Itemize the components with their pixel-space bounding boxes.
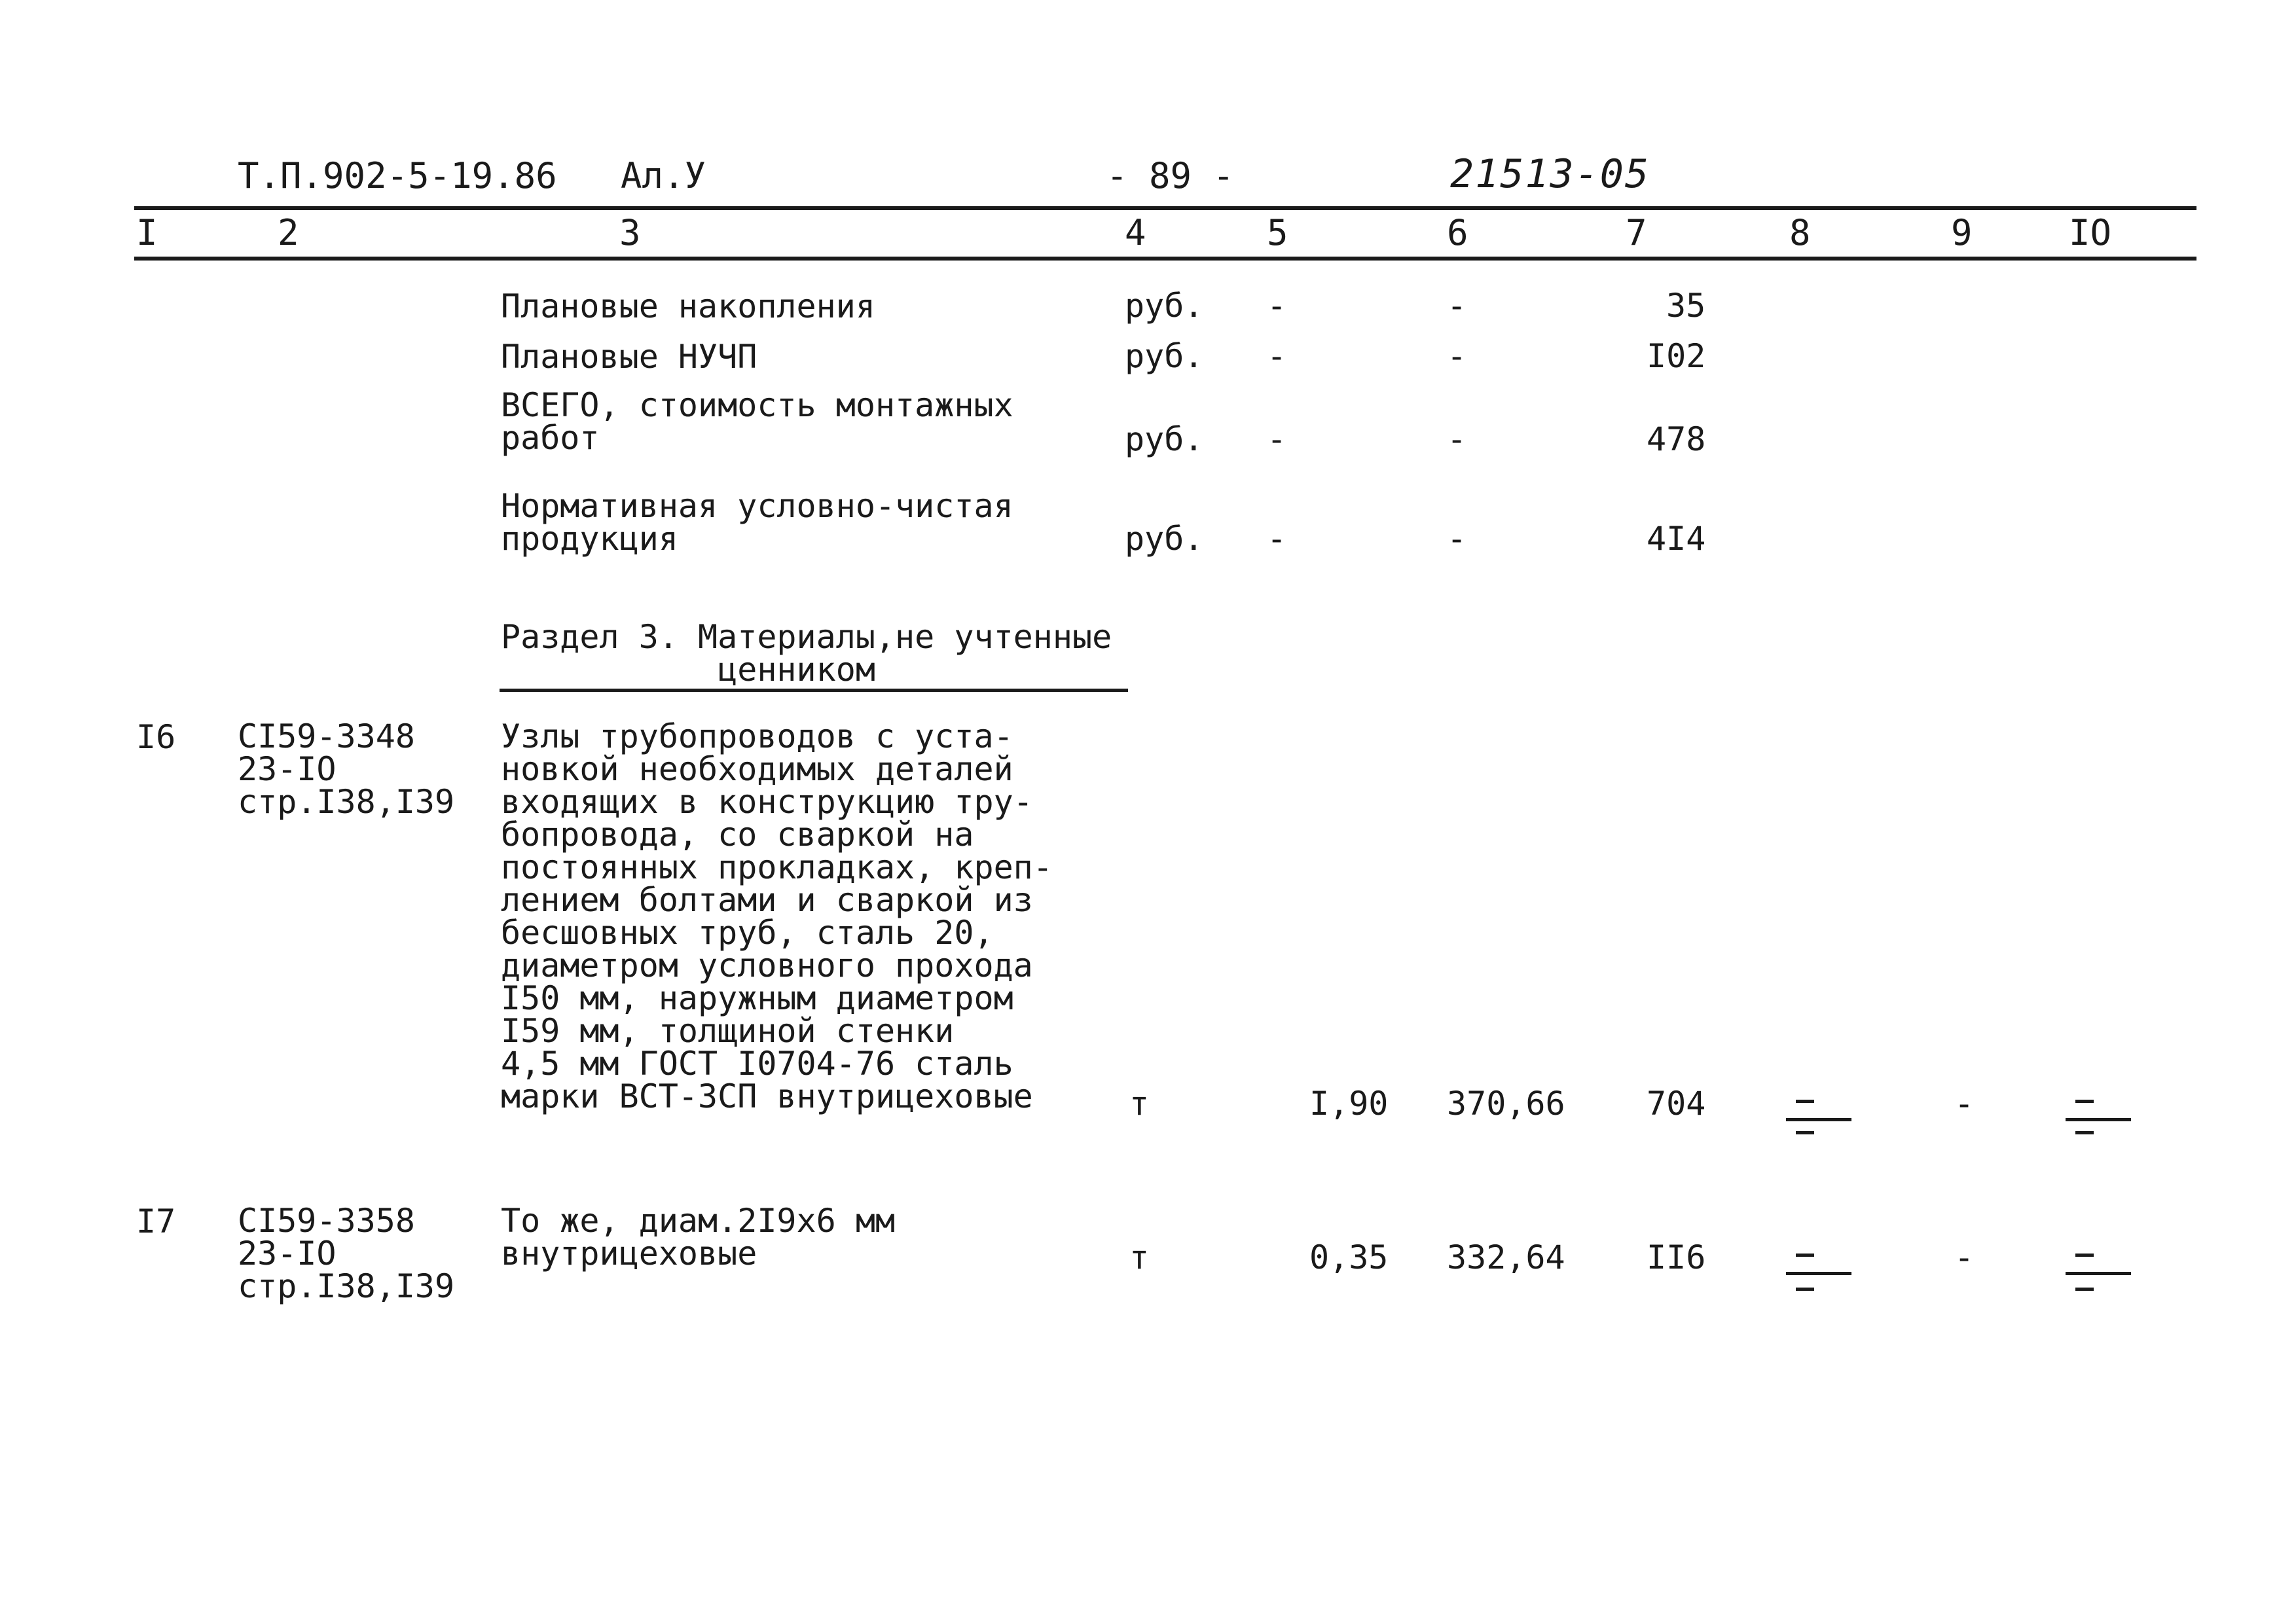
column-header-2: 2 <box>278 212 299 253</box>
summary-col7: 4I4 <box>1647 520 1706 558</box>
album-number: Ал.У <box>621 155 706 196</box>
summary-name: Нормативная условно-чистая продукция <box>501 487 1013 558</box>
column-header-4: 4 <box>1125 212 1146 253</box>
item-description: То же, диам.2I9х6 мм внутрицеховые <box>501 1202 896 1272</box>
summary-col5: - <box>1267 520 1287 558</box>
header-top-rule <box>134 206 2196 210</box>
summary-unit: руб. <box>1125 287 1204 325</box>
item-col6: 370,66 <box>1447 1085 1565 1123</box>
summary-col6: - <box>1447 337 1467 375</box>
col8-fraction-mark <box>1786 1254 1851 1293</box>
page-number: - 89 - <box>1106 155 1235 196</box>
summary-name: Плановые накопления <box>501 287 875 325</box>
section-title: Раздел 3. Материалы,не учтенные ценником <box>501 618 1112 689</box>
column-header-3: 3 <box>619 212 641 253</box>
item-col5: I,90 <box>1309 1085 1389 1123</box>
column-header-10: IO <box>2069 212 2112 253</box>
item-number: I7 <box>136 1202 176 1240</box>
summary-col7: I02 <box>1647 337 1706 375</box>
column-header-8: 8 <box>1789 212 1811 253</box>
summary-unit: руб. <box>1125 337 1204 375</box>
summary-col7: 478 <box>1647 420 1706 458</box>
item-description: Узлы трубопроводов с уста- новкой необходимых деталей входящих в конструкцию тру- бопровода, со сваркой на постоянных прокладках, креп- лением болтами и сваркой из бесшовных труб, сталь 20, диаметром условного прохода I50 мм, наружным диаметром I59 мм, толщиной стенки 4,5 мм ГОСТ I0704-76 сталь марки ВСТ-3СП внутрицеховые <box>501 717 1053 1115</box>
col10-fraction-mark <box>2066 1100 2131 1139</box>
section-title-underline <box>500 689 1128 692</box>
col10-fraction-mark <box>2066 1254 2131 1293</box>
column-header-6: 6 <box>1447 212 1468 253</box>
summary-name: Плановые НУЧП <box>501 338 757 376</box>
summary-col6: - <box>1447 420 1467 458</box>
header-bottom-rule <box>134 257 2196 261</box>
summary-col5: - <box>1267 420 1287 458</box>
item-col6: 332,64 <box>1447 1238 1565 1276</box>
summary-unit: руб. <box>1125 420 1204 458</box>
item-code: СI59-3358 23-IO стр.I38,I39 <box>238 1202 455 1305</box>
item-code: СI59-3348 23-IO стр.I38,I39 <box>238 717 455 821</box>
document-code: Т.П.902-5-19.86 <box>238 155 557 196</box>
summary-unit: руб. <box>1125 520 1204 558</box>
item-col5: 0,35 <box>1309 1238 1389 1276</box>
item-col7: 704 <box>1647 1085 1706 1123</box>
item-col9: - <box>1954 1238 1975 1276</box>
column-header-1: I <box>136 212 158 253</box>
summary-col6: - <box>1447 520 1467 558</box>
column-header-7: 7 <box>1626 212 1647 253</box>
summary-col5: - <box>1267 337 1287 375</box>
summary-col5: - <box>1267 287 1287 325</box>
stamp-number: 21513-05 <box>1450 151 1650 197</box>
item-unit: т <box>1129 1085 1150 1123</box>
summary-name: ВСЕГО, стоимость монтажных работ <box>501 386 1013 457</box>
item-number: I6 <box>136 718 176 756</box>
item-unit: т <box>1129 1238 1150 1276</box>
item-col7: II6 <box>1647 1238 1706 1276</box>
summary-col6: - <box>1447 287 1467 325</box>
item-col9: - <box>1954 1085 1975 1123</box>
column-header-5: 5 <box>1267 212 1288 253</box>
column-header-9: 9 <box>1951 212 1973 253</box>
col8-fraction-mark <box>1786 1100 1851 1139</box>
summary-col7: 35 <box>1666 287 1706 325</box>
